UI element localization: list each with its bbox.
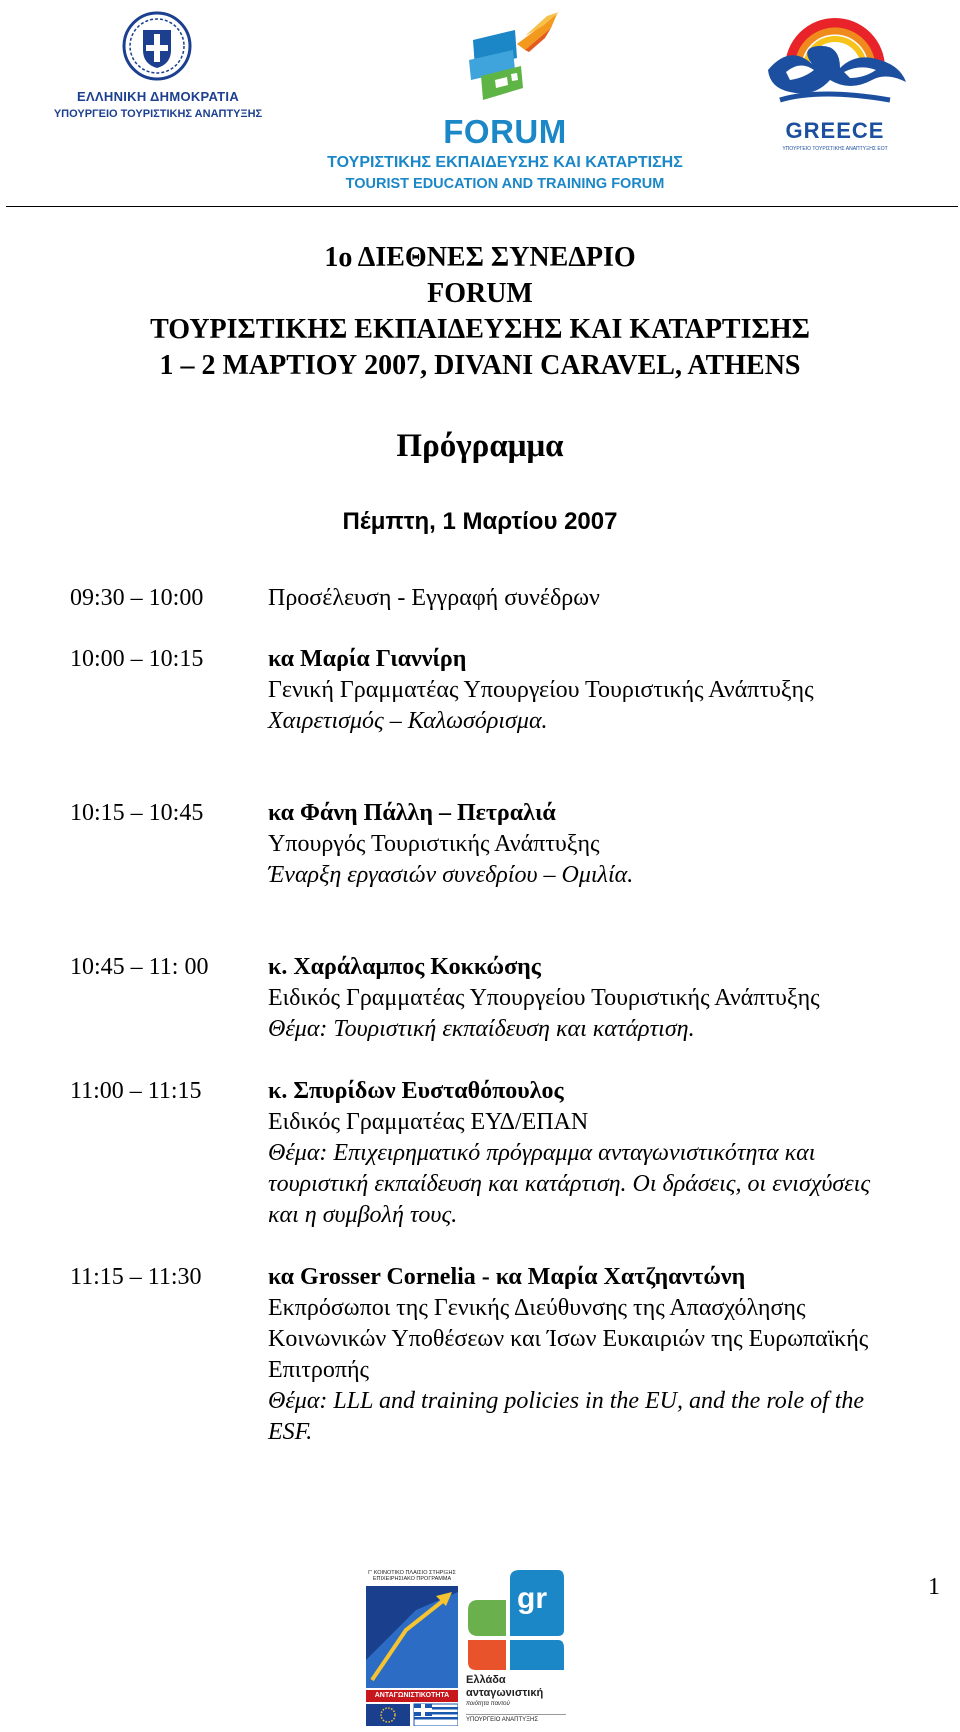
entry-speaker-name: κ. Χαράλαμπος Κοκκώσης [268,954,541,980]
competitiveness-band: ΑΝΤΑΓΩΝΙΣΤΙΚΟΤΗΤΑ [366,1690,458,1702]
entry-topic-line: και η συμβολή τους. [268,1202,458,1228]
greece-subtitle: ΥΠΟΥΡΓΕΙΟ ΤΟΥΡΙΣΤΙΚΗΣ ΑΝΑΠΤΥΞΗΣ ΕΟΤ [782,146,888,152]
conference-title [0,240,960,384]
entry-time: 11:00 – 11:15 [70,1078,202,1104]
competitive-greece-logo [466,1570,566,1726]
entry-body [268,798,948,891]
header-divider [6,206,958,207]
entry-topic-line: Θέμα: Επιχειρηματικό πρόγραμμα ανταγωνιστικότητα και [268,1140,816,1166]
entry-role-line: Εκπρόσωποι της Γενικής Διεύθυνσης της Απασχόλησης [268,1295,806,1321]
entry-time: 11:15 – 11:30 [70,1264,202,1290]
greece-logo [760,8,910,158]
entry-time: 10:00 – 10:15 [70,646,204,672]
competitiveness-logo [366,1570,458,1726]
ministry-line-1: ΕΛΛΗΝΙΚΗ ΔΗΜΟΚΡΑΤΙΑ [76,89,240,104]
entry-role-line: Υπουργός Τουριστικής Ανάπτυξης [268,831,600,857]
entry-role-line: Γενική Γραμματέας Υπουργείου Τουριστικής Ανάπτυξης [268,677,814,703]
program-heading: Πρόγραμμα [396,428,564,464]
entry-body [268,1262,948,1448]
entry-topic-line: Θέμα: LLL and training policies in the EU, and the role of the [268,1388,865,1414]
entry-time: 10:45 – 11: 00 [70,954,209,980]
entry-body [268,952,948,1045]
ministry-line-2: ΥΠΟΥΡΓΕΙΟ ΤΟΥΡΙΣΤΙΚΗΣ ΑΝΑΠΤΥΞΗΣ [53,108,263,120]
greece-sun-wave-icon [760,8,910,118]
entry-speaker-name: κα Grosser Cornelia - κα Μαρία Χατζηαντώνη [268,1264,746,1290]
competitiveness-caption: Γ' ΚΟΙΝΟΤΙΚΟ ΠΛΑΙΣΙΟ ΣΤΗΡΙΞΗΣ ΕΠΙΧΕΙΡΗΣΙΑΚΟ ΠΡΟΓΡΑΜΜΑ [368,1570,456,1582]
entry-body [268,583,948,614]
competitiveness-graphic-icon [366,1570,458,1726]
greece-competitive-line-3: ποιότητα παντού [466,1701,510,1707]
forum-word: FORUM [443,113,567,150]
ministry-logo [48,10,268,120]
greece-competitive-line-2: ανταγωνιστική [466,1687,544,1699]
page-header [0,0,960,210]
greek-seal-icon [121,10,193,82]
page-number: 1 [928,1574,940,1600]
title-line-4: 1 – 2 ΜΑΡΤΙΟΥ 2007, DIVANI CARAVEL, ATHENS [159,350,801,381]
entry-speaker-name: κα Μαρία Γιαννίρη [268,646,467,672]
forum-logo [320,8,690,198]
greece-word: GREECE [785,118,885,143]
entry-topic-line: Θέμα: Τουριστική εκπαίδευση και κατάρτιση. [268,1016,695,1042]
greece-competitive-line-1: Ελλάδα [466,1674,506,1686]
entry-time: 09:30 – 10:00 [70,585,204,611]
title-line-3: ΤΟΥΡΙΣΤΙΚΗΣ ΕΚΠΑΙΔΕΥΣΗΣ ΚΑΙ ΚΑΤΑΡΤΙΣΗΣ [150,314,810,345]
entry-speaker-name: κα Φάνη Πάλλη – Πετραλιά [268,800,556,826]
entry-role-line: Προσέλευση - Εγγραφή συνέδρων [268,585,600,611]
entry-role-line: Κοινωνικών Υποθέσεων και Ίσων Ευκαιριών της Ευρωπαϊκής [268,1326,869,1352]
entry-topic-line: ESF. [268,1419,313,1445]
svg-text:gr: gr [517,1582,547,1615]
forum-english-tagline: TOURIST EDUCATION AND TRAINING FORUM [345,176,665,192]
entry-body [268,644,948,737]
entry-body [268,1076,948,1231]
entry-role-line: Επιτροπής [268,1357,370,1383]
title-line-2: FORUM [427,278,533,309]
title-line-1: 1ο ΔΙΕΘΝΕΣ ΣΥΝΕΔΡΙΟ [324,242,636,273]
footer-logos [366,1570,566,1726]
gr-quality-icon [466,1570,566,1670]
entry-topic-line: τουριστική εκπαίδευση και κατάρτιση. Οι δράσεις, οι ενισχύσεις [268,1171,871,1197]
entry-role-line: Ειδικός Γραμματέας ΕΥΔ/ΕΠΑΝ [268,1109,589,1135]
day-heading: Πέμπτη, 1 Μαρτίου 2007 [342,508,618,535]
entry-speaker-name: κ. Σπυρίδων Ευσταθόπουλος [268,1078,564,1104]
entry-topic-line: Έναρξη εργασιών συνεδρίου – Ομιλία. [268,862,634,888]
ministry-development-line: ΥΠΟΥΡΓΕΙΟ ΑΝΑΠΤΥΞΗΣ [466,1714,566,1723]
forum-book-icon [455,10,565,118]
entry-time: 10:15 – 10:45 [70,800,204,826]
entry-role-line: Ειδικός Γραμματέας Υπουργείου Τουριστικής Ανάπτυξης [268,985,820,1011]
entry-topic-line: Χαιρετισμός – Καλωσόρισμα. [268,708,548,734]
forum-greek-tagline: ΤΟΥΡΙΣΤΙΚΗΣ ΕΚΠΑΙΔΕΥΣΗΣ ΚΑΙ ΚΑΤΑΡΤΙΣΗΣ [327,154,683,171]
